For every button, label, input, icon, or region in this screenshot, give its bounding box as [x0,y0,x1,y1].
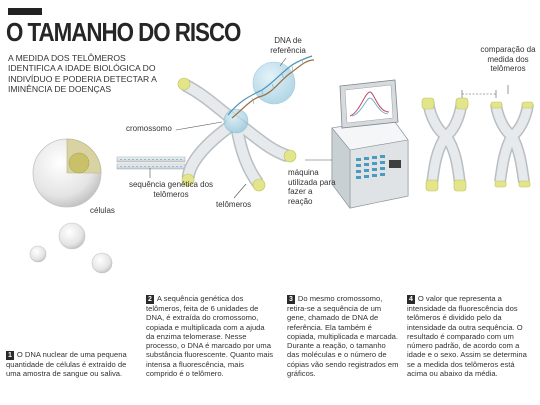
step-1 [6,350,134,379]
label-sequencia: sequência genética dos telômeros [128,180,214,199]
step-4 [407,294,535,378]
small-cell [92,253,112,273]
step-3 [287,294,399,378]
comparison-chromosomes [422,90,533,191]
step-number: 3 [289,296,293,303]
label-cromossomo: cromossomo [126,124,172,133]
step-text: A sequência genética dos telômeros, feita de 6 unidades de DNA, é extraída do cromossomo, copiada e multiplicada com a ajuda da enzima telomerase. Nesse processo, o DNA é marcado por uma substância fluorescente. Quanto mais intensa a fluorescência, mais comprido é o telômero. [146,294,274,379]
label-comparacao: comparação da medida dos telômeros [480,45,536,74]
small-cell [59,223,85,249]
comparison-chromosome-right [496,104,528,182]
step-text: O valor que representa a intensidade da fluorescência dos telômeros é dividido pelo da intensidade da outra sequência. O resultado é comparado com um número padrão, de acordo com a idade e o sexo. Assim se determina se a medida dos telômeros está acima ou abaixo da média. [407,294,527,379]
step-number: 4 [409,296,413,303]
step-text: Do mesmo cromossomo, retira-se a sequência de um gene, chamado de DNA de referência. Ela também é copiada, multiplicada e marcada. Durante a reação, o tamanho das moléculas e o número de cópias vão sendo registrados em gráficos. [287,294,399,379]
subtitle: A MEDIDA DOS TELÔMEROS IDENTIFICA A IDADE BIOLÓGICA DO INDIVÍDUO E PODERIA DETECTAR A IMINÊNCIA DE DOENÇAS [8,53,157,95]
comparison-chromosome-left [428,100,462,184]
telomere-sequence-strip [117,157,185,169]
label-maquina: máquina utilizada para fazer a reação [288,168,336,206]
label-dna-referencia: DNA de referência [270,36,306,55]
cell-nucleus [69,153,89,173]
step-number: 2 [148,296,152,303]
small-cell [30,246,46,262]
label-telomeros: telômeros [216,200,252,209]
magnifier-lens-dna [253,62,295,104]
magnifier-lens-cromossomo [224,109,248,133]
step-2 [146,294,274,378]
step-text: O DNA nuclear de uma pequena quantidade de células é extraído de uma amostra de sangue ou saliva. [6,350,127,379]
reaction-machine [332,80,408,208]
label-celulas: células [90,206,115,215]
step-number: 1 [8,352,12,359]
page-title: O TAMANHO DO RISCO [6,17,241,47]
